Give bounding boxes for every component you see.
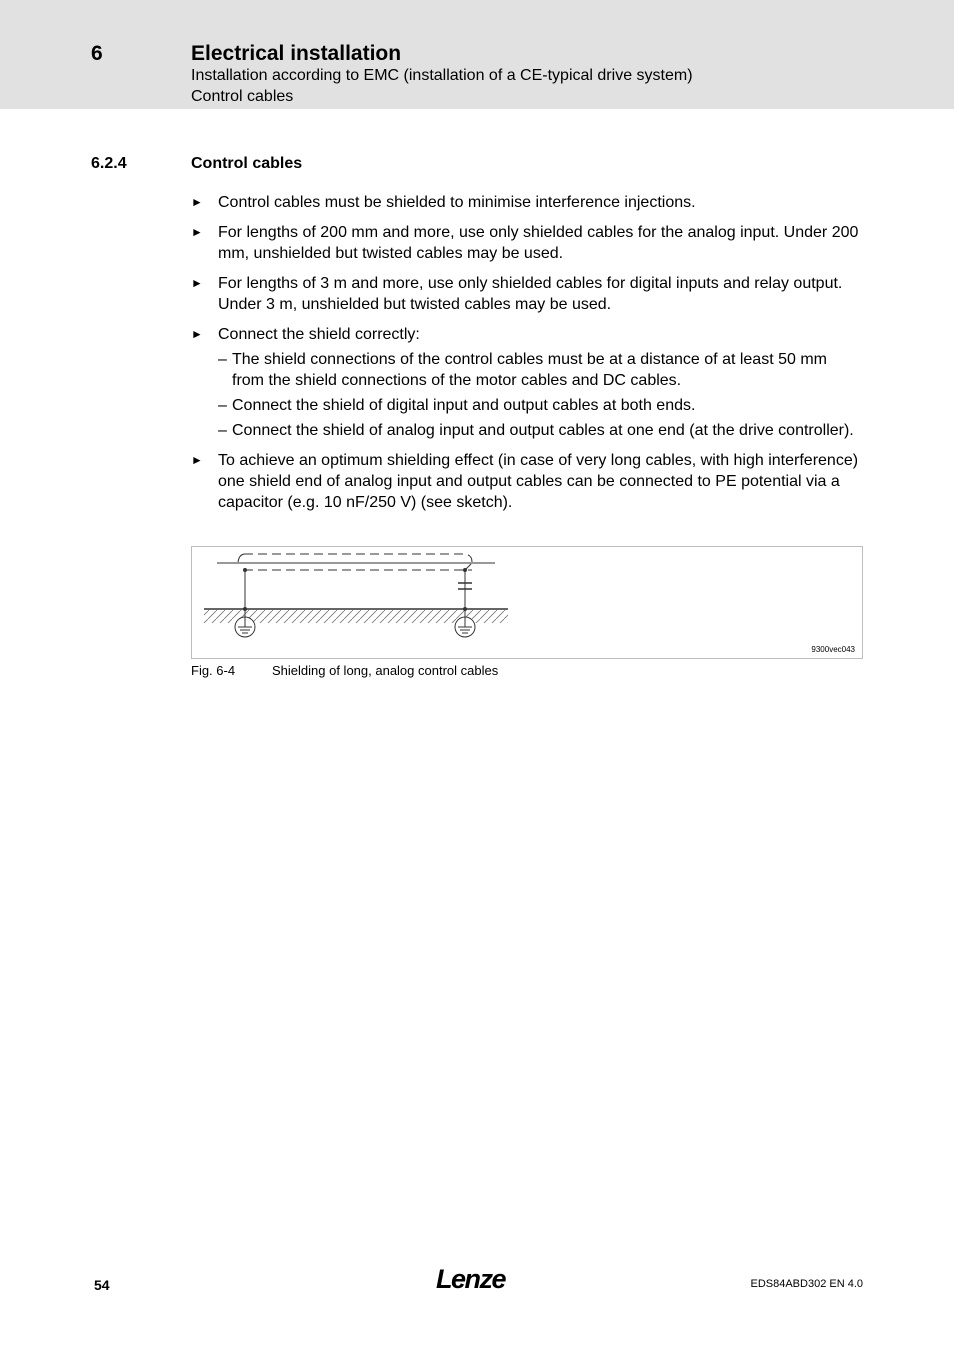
bullet-text: For lengths of 200 mm and more, use only shielded cables for the analog input. Under 200 mm, unshielded but twisted cables may be used.: [218, 224, 859, 262]
sub-item-text: Connect the shield of analog input and output cables at one end (at the drive controller).: [232, 422, 854, 439]
bullet-triangle-icon: ►: [191, 195, 203, 209]
document-id: EDS84ABD302 EN 4.0: [750, 1278, 863, 1290]
section-number: 6.2.4: [91, 155, 127, 172]
chapter-number: 6: [91, 42, 103, 65]
sub-item-text: Connect the shield of digital input and output cables at both ends.: [232, 397, 696, 414]
bullet-text: To achieve an optimum shielding effect (in case of very long cables, with high interference) one shield end of analog input and output cables can be connected to PE potential via a capacitor (e.g. 10 nF/250 V) (see sketch).: [218, 452, 859, 511]
bullet-item: [191, 450, 861, 513]
left-earth-dot: [243, 607, 247, 611]
chapter-title: Electrical installation: [191, 42, 402, 65]
shielding-diagram: [192, 547, 864, 660]
dash-marker: –: [218, 422, 227, 439]
bullet-triangle-icon: ►: [191, 453, 203, 467]
figure-image-id: 9300vec043: [811, 645, 855, 654]
left-junction-dot: [243, 568, 247, 572]
page-number: 54: [94, 1277, 110, 1293]
figure-shielding-sketch: [191, 546, 863, 659]
bullet-item: [191, 222, 861, 264]
bullet-list: [191, 192, 861, 522]
shield-upper: [244, 554, 472, 562]
shield-left-end: [238, 554, 244, 562]
bullet-item: [191, 192, 861, 213]
sub-item: [218, 395, 861, 416]
sub-item: [218, 420, 861, 441]
dash-marker: –: [218, 351, 227, 368]
dash-marker: –: [218, 397, 227, 414]
bullet-triangle-icon: ►: [191, 225, 203, 239]
bullet-item: [191, 324, 861, 441]
figure-caption-text: Shielding of long, analog control cables: [272, 663, 499, 678]
lenze-logo: Lenze: [436, 1264, 506, 1294]
bullet-item: [191, 273, 861, 315]
chapter-subtitle-1: Installation according to EMC (installation of a CE-typical drive system): [191, 67, 693, 84]
sub-item-text: The shield connections of the control cables must be at a distance of at least 50 mm from the shield connections of the motor cables and DC cables.: [232, 351, 827, 389]
right-earth-dot: [463, 607, 467, 611]
bullet-text: For lengths of 3 m and more, use only shielded cables for digital inputs and relay output. Under 3 m, unshielded but twisted cables may be used.: [218, 275, 843, 313]
bullet-triangle-icon: ►: [191, 327, 203, 341]
bullet-triangle-icon: ►: [191, 276, 203, 290]
section-title: Control cables: [191, 155, 303, 172]
bullet-text: Connect the shield correctly:: [218, 326, 420, 343]
bullet-text: Control cables must be shielded to minimise interference injections.: [218, 194, 696, 211]
figure-caption-number: Fig. 6-4: [191, 663, 236, 678]
chapter-subtitle-2: Control cables: [191, 88, 294, 105]
sub-item: [218, 349, 861, 391]
chapter-header-band: [0, 0, 954, 109]
